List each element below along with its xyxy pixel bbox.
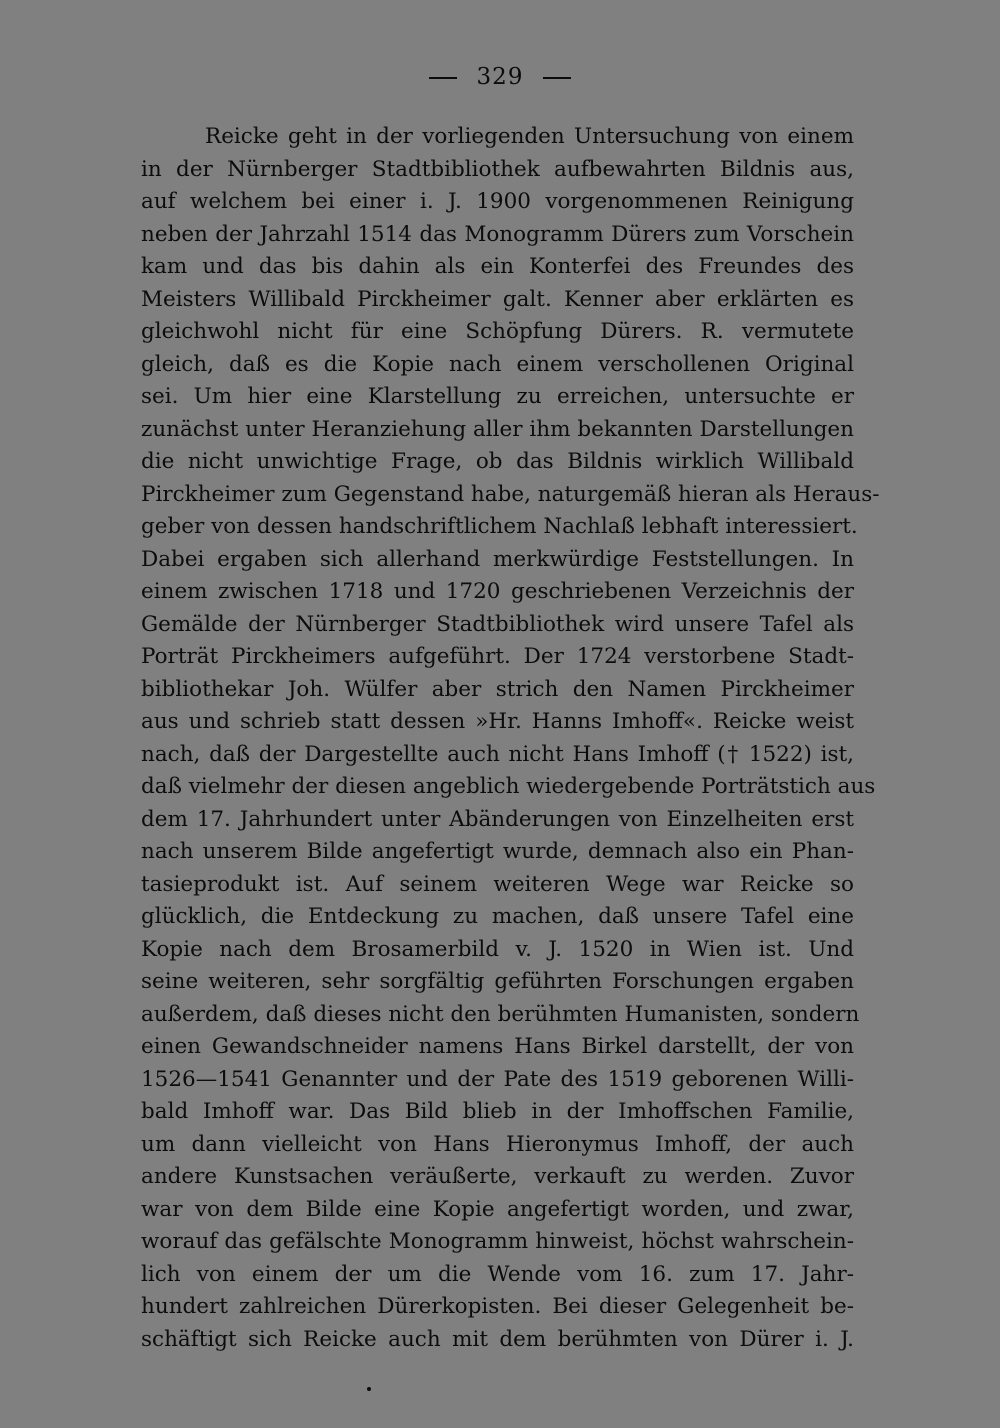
text-line: gleichwohl nicht für eine Schöpfung Dürers. R. vermutete [141,319,854,344]
text-line: 1526—1541 Genannter und der Pate des 1519 geborenen Willi- [141,1066,854,1092]
text-line: in der Nürnberger Stadtbibliothek aufbewahrten Bildnis aus, [141,156,854,182]
text-line: gleich, daß es die Kopie nach einem verschollenen Original [141,351,854,377]
text-line: Pirckheimer zum Gegenstand habe, naturgemäß hieran als Heraus- [141,481,880,507]
text-line: die nicht unwichtige Frage, ob das Bildnis wirklich Willibald [141,449,854,474]
text-line: nach unserem Bilde angefertigt wurde, demnach also ein Phan- [141,839,854,864]
text-line: worauf das gefälschte Monogramm hinweist, höchst wahrschein- [141,1229,854,1254]
text-line: um dann vielleicht von Hans Hieronymus Imhoff, der auch [141,1131,854,1157]
text-line: einen Gewandschneider namens Hans Birkel darstellt, der von [141,1034,854,1059]
text-line: glücklich, die Entdeckung zu machen, daß unsere Tafel eine [141,904,854,929]
text-line: Reicke geht in der vorliegenden Untersuchung von einem [205,124,854,149]
text-line: auf welchem bei einer i. J. 1900 vorgenommenen Reinigung [141,189,854,214]
text-line: war von dem Bilde eine Kopie angefertigt worden, und zwar, [141,1196,854,1222]
text-line: hundert zahlreichen Dürerkopisten. Bei dieser Gelegenheit be- [141,1294,854,1319]
text-line: sei. Um hier eine Klarstellung zu erreichen, untersuchte er [141,384,854,409]
text-line: Gemälde der Nürnberger Stadtbibliothek wird unsere Tafel als [141,611,854,637]
text-line: aus und schrieb statt dessen »Hr. Hanns Imhoff«. Reicke weist [141,709,854,734]
text-line: bald Imhoff war. Das Bild blieb in der Imhoffschen Familie, [141,1099,854,1124]
text-line: daß vielmehr der diesen angeblich wiedergebende Porträtstich aus [141,774,876,799]
text-line: neben der Jahrzahl 1514 das Monogramm Dürers zum Vorschein [141,221,854,247]
text-line: Porträt Pirckheimers aufgeführt. Der 1724 verstorbene Stadt- [141,644,854,669]
page-number-left-dash [429,77,457,79]
text-line: schäftigt sich Reicke auch mit dem berühmten von Dürer i. J. [141,1326,854,1352]
page-number-text: 329 [476,64,524,90]
text-line: außerdem, daß dieses nicht den berühmten Humanisten, sondern [141,1001,860,1027]
text-line: kam und das bis dahin als ein Konterfei des Freundes des [141,254,854,279]
text-line: Kopie nach dem Brosamerbild v. J. 1520 in Wien ist. Und [141,936,854,962]
text-line: tasieprodukt ist. Auf seinem weiteren Wege war Reicke so [141,871,854,897]
body-paragraph [141,121,880,1356]
page-number [0,60,1000,94]
text-line: geber von dessen handschriftlichem Nachlaß lebhaft interessiert. [141,514,858,539]
text-line: dem 17. Jahrhundert unter Abänderungen von Einzelheiten erst [141,806,854,832]
text-line: andere Kunstsachen veräußerte, verkauft zu werden. Zuvor [141,1164,854,1189]
printer-mark-dot [367,1387,371,1391]
text-line: nach, daß der Dargestellte auch nicht Hans Imhoff († 1522) ist, [141,741,854,767]
text-line: Meisters Willibald Pirckheimer galt. Kenner aber erklärten es [141,286,854,312]
text-line: lich von einem der um die Wende vom 16. zum 17. Jahr- [141,1261,854,1287]
text-line: Dabei ergaben sich allerhand merkwürdige Feststellungen. In [141,546,854,572]
text-line: einem zwischen 1718 und 1720 geschriebenen Verzeichnis der [141,579,854,604]
text-line: bibliothekar Joh. Wülfer aber strich den Namen Pirckheimer [141,676,854,702]
text-line: seine weiteren, sehr sorgfältig geführten Forschungen ergaben [141,969,854,994]
text-line: zunächst unter Heranziehung aller ihm bekannten Darstellungen [141,416,854,442]
page-number-right-dash [543,77,571,79]
